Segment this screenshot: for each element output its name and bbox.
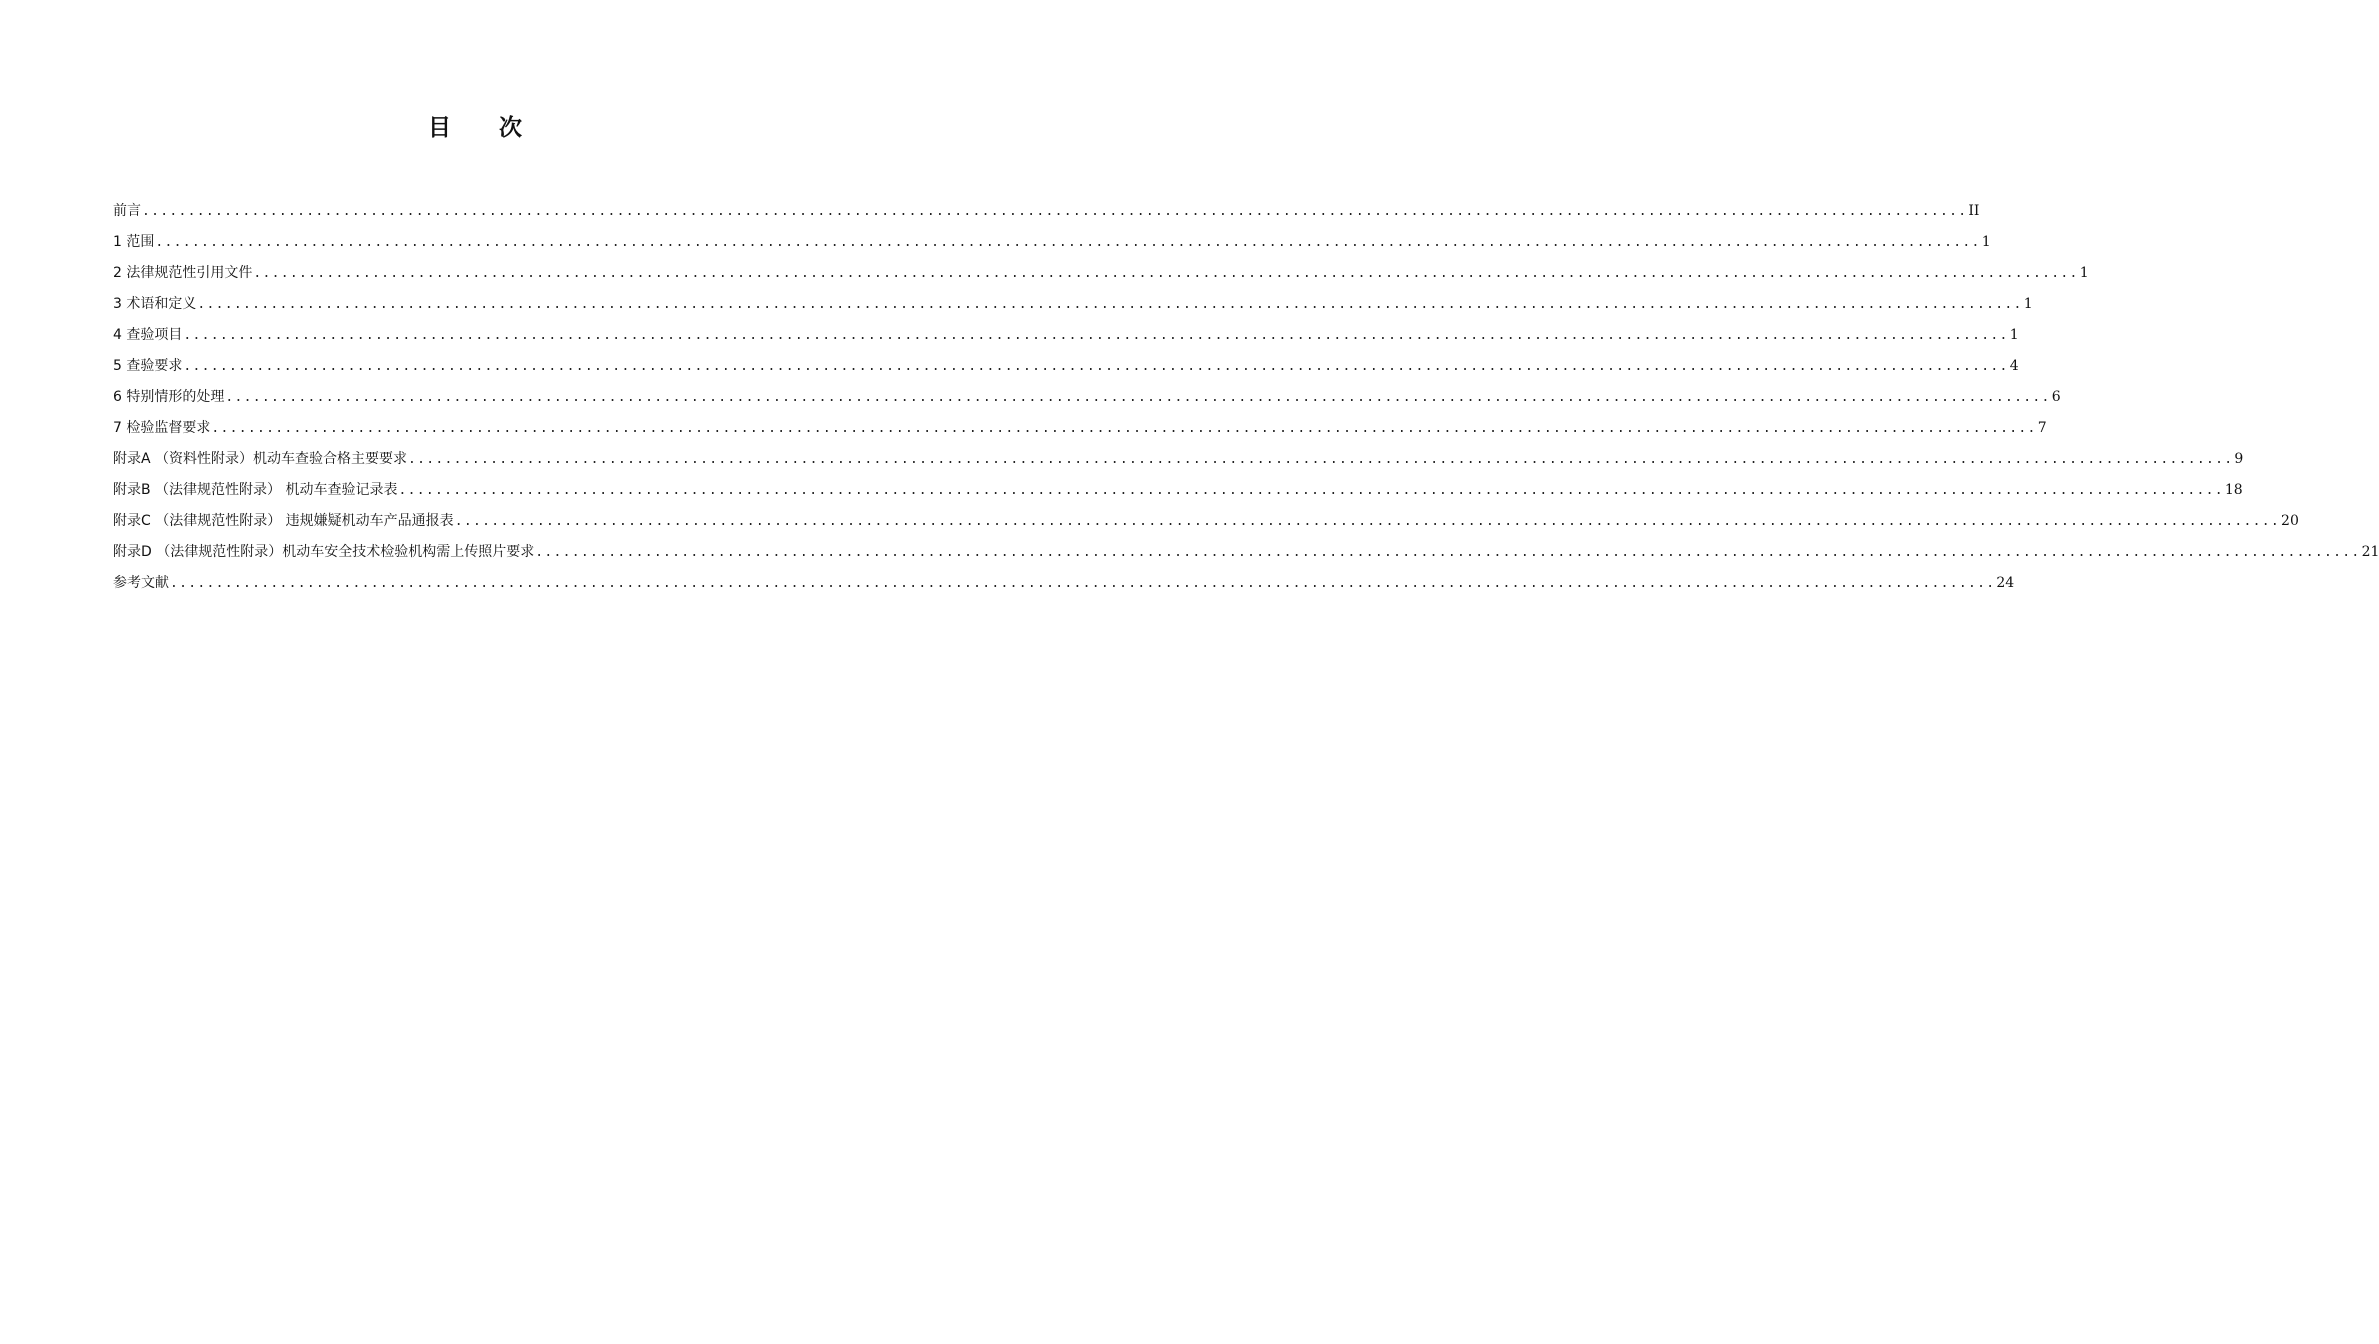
- toc-entry-special-cases[interactable]: [113, 382, 2061, 413]
- toc-entry-terms[interactable]: [113, 289, 2033, 320]
- toc-entry-appendix-c[interactable]: [113, 506, 2299, 537]
- toc-entry-label: 附录A （资料性附录）机动车查验合格主要要求: [113, 451, 408, 467]
- toc-entry-label: 1 范围: [113, 234, 155, 250]
- toc-page-number: 4: [2009, 358, 2019, 374]
- toc-dot-leader: ........................................................................................................................................................................................................: [454, 514, 2281, 529]
- table-of-contents: [113, 196, 2379, 599]
- toc-dot-leader: ........................................................................................................................................................................................................: [183, 359, 2009, 374]
- toc-dot-leader: ........................................................................................................................................................................................................: [155, 235, 1981, 250]
- toc-entry-label: 附录B （法律规范性附录） 机动车查验记录表: [113, 482, 398, 498]
- toc-entry-inspection-items[interactable]: [113, 320, 2019, 351]
- toc-entry-supervision[interactable]: [113, 413, 2047, 444]
- title-part-1: 目: [428, 115, 451, 141]
- toc-dot-leader: ........................................................................................................................................................................................................: [170, 576, 1996, 591]
- title-part-2: 次: [499, 115, 522, 141]
- toc-page-number: II: [1968, 203, 1980, 219]
- toc-page-number: 1: [2079, 265, 2089, 281]
- toc-entry-scope[interactable]: [113, 227, 1991, 258]
- toc-entry-label: 6 特别情形的处理: [113, 389, 225, 405]
- toc-entry-label: 2 法律规范性引用文件: [113, 265, 253, 281]
- toc-page-number: 6: [2051, 389, 2061, 405]
- toc-page-number: 1: [2023, 296, 2033, 312]
- toc-entry-label: 附录C （法律规范性附录） 违规嫌疑机动车产品通报表: [113, 513, 454, 529]
- toc-entry-appendix-a[interactable]: [113, 444, 2244, 475]
- toc-page-number: 21: [2361, 544, 2379, 560]
- toc-entry-inspection-requirements[interactable]: [113, 351, 2019, 382]
- toc-dot-leader: ........................................................................................................................................................................................................: [535, 545, 2361, 560]
- toc-entry-label: 3 术语和定义: [113, 296, 197, 312]
- toc-dot-leader: ........................................................................................................................................................................................................: [211, 421, 2037, 436]
- toc-entry-label: 5 查验要求: [113, 358, 183, 374]
- toc-page-number: 1: [1981, 234, 1991, 250]
- toc-entry-bibliography[interactable]: [113, 568, 2015, 599]
- toc-dot-leader: ........................................................................................................................................................................................................: [142, 204, 1968, 219]
- page-title: [0, 112, 950, 144]
- toc-entry-label: 前言: [113, 203, 141, 219]
- toc-entry-references[interactable]: [113, 258, 2089, 289]
- toc-page-number: 20: [2281, 513, 2299, 529]
- toc-page-number: 1: [2009, 327, 2019, 343]
- toc-entry-appendix-b[interactable]: [113, 475, 2243, 506]
- toc-dot-leader: ........................................................................................................................................................................................................: [197, 297, 2023, 312]
- toc-entry-label: 附录D （法律规范性附录）机动车安全技术检验机构需上传照片要求: [113, 544, 535, 560]
- toc-entry-label: 4 查验项目: [113, 327, 183, 343]
- toc-entry-label: 参考文献: [113, 575, 169, 591]
- toc-page-number: 24: [1996, 575, 2015, 591]
- toc-dot-leader: ........................................................................................................................................................................................................: [398, 483, 2224, 498]
- toc-page-number: 18: [2224, 482, 2243, 498]
- toc-dot-leader: ........................................................................................................................................................................................................: [225, 390, 2051, 405]
- toc-dot-leader: ........................................................................................................................................................................................................: [408, 452, 2234, 467]
- toc-dot-leader: ........................................................................................................................................................................................................: [183, 328, 2009, 343]
- toc-entry-appendix-d[interactable]: [113, 537, 2379, 568]
- toc-dot-leader: ........................................................................................................................................................................................................: [253, 266, 2079, 281]
- toc-entry-preface[interactable]: [113, 196, 1980, 227]
- toc-page-number: 7: [2037, 420, 2047, 436]
- toc-page-number: 9: [2234, 451, 2244, 467]
- toc-entry-label: 7 检验监督要求: [113, 420, 211, 436]
